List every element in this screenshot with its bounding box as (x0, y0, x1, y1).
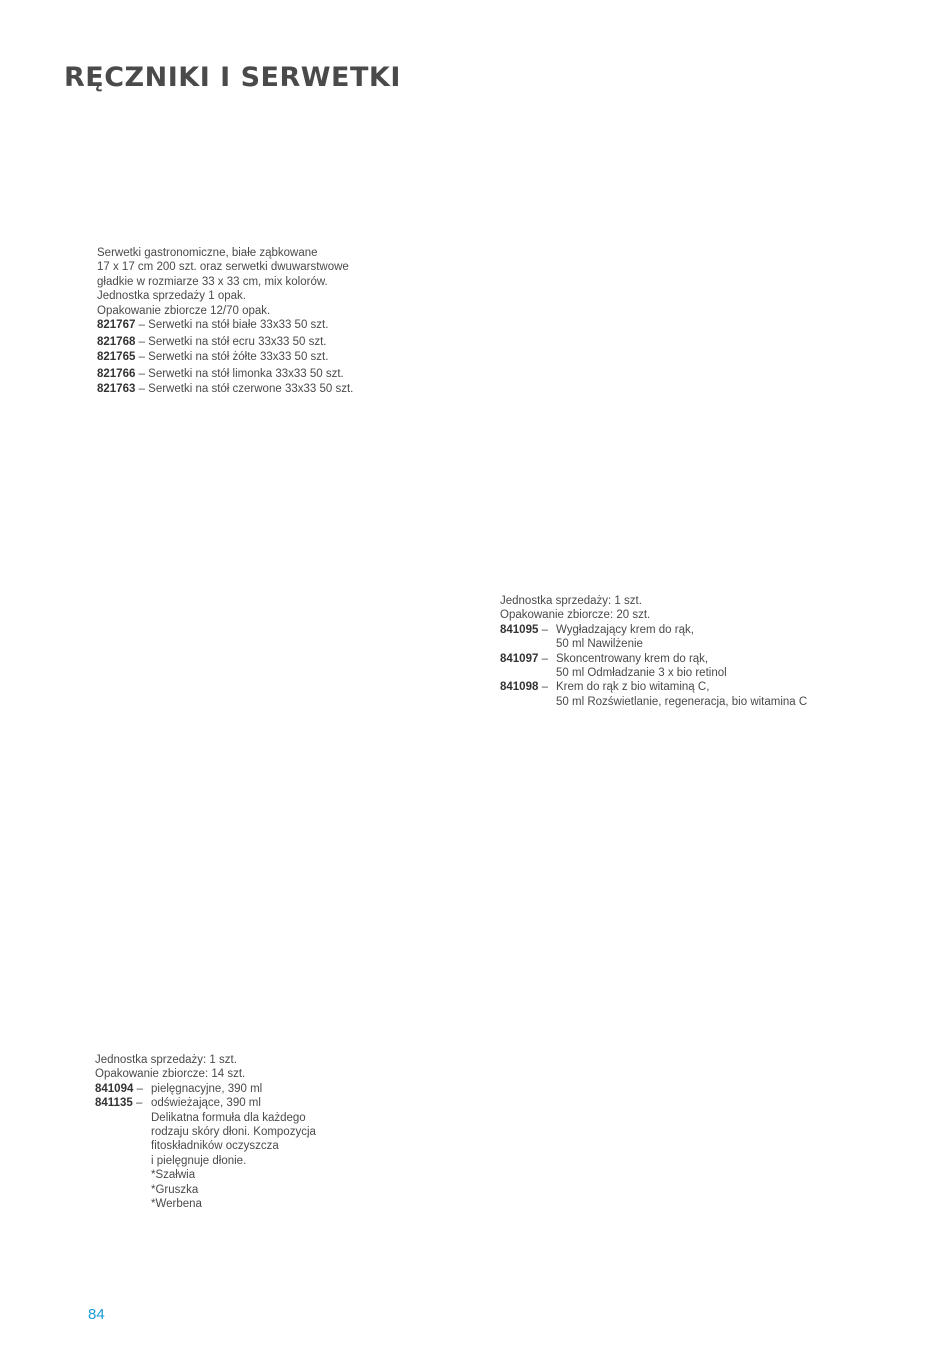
product-name: Wygładzający krem do rąk, (556, 623, 694, 636)
product-desc-line: *Werbena (151, 1198, 202, 1211)
serwetki-desc-line: Jednostka sprzedaży 1 opak. (97, 290, 246, 303)
product-name: Skoncentrowany krem do rąk, (556, 652, 709, 665)
product-desc-line: *Szałwia (151, 1169, 196, 1182)
product-code: 841094 (95, 1082, 134, 1095)
product-code: 841095 (500, 623, 539, 636)
serwetki-block (97, 246, 353, 396)
product-code: 821763 (97, 382, 136, 395)
product-name: – Serwetki na stół limonka 33x33 50 szt. (135, 368, 344, 381)
product-desc-line: i pielęgnuje dłonie. (151, 1154, 247, 1167)
product-line (97, 350, 353, 364)
product-code: 821765 (97, 350, 136, 363)
bulk-package: Opakowanie zbiorcze: 14 szt. (95, 1068, 246, 1081)
page-title: RĘCZNIKI I SERWETKI (64, 62, 401, 93)
product-code: 821768 (97, 336, 136, 349)
product-item (500, 623, 807, 652)
product-name: – Serwetki na stół białe 33x33 50 szt. (135, 319, 329, 332)
product-dash: – (132, 1097, 143, 1110)
product-dash: – (538, 623, 548, 636)
product-name: – Serwetki na stół ecru 33x33 50 szt. (135, 336, 327, 349)
product-name: – Serwetki na stół czerwone 33x33 50 szt. (135, 382, 354, 395)
product-dash: – (538, 681, 548, 694)
product-line (97, 367, 353, 381)
mydla-block (95, 1053, 316, 1211)
product-name: odświeżające, 390 ml (151, 1097, 261, 1110)
product-item (500, 652, 807, 681)
product-name: – Serwetki na stół żółte 33x33 50 szt. (135, 350, 329, 363)
product-dash: – (538, 652, 548, 665)
product-code: 841135 (95, 1097, 133, 1110)
product-line (97, 335, 353, 349)
sales-unit: Jednostka sprzedaży: 1 szt. (500, 595, 642, 607)
page-number: 84 (88, 1306, 105, 1323)
serwetki-desc-line: Serwetki gastronomiczne, białe ząbkowane (97, 247, 318, 259)
product-detail: 50 ml Rozświetlanie, regeneracja, bio witamina C (556, 695, 808, 708)
product-line (97, 382, 353, 396)
product-line (97, 318, 353, 332)
product-detail: 50 ml Odmładzanie 3 x bio retinol (556, 667, 727, 680)
product-desc-line: Delikatna formuła dla każdego (151, 1111, 306, 1124)
product-item (95, 1082, 316, 1096)
product-desc-line: rodzaju skóry dłoni. Kompozycja (151, 1126, 316, 1139)
product-item (95, 1096, 316, 1211)
product-code: 841098 (500, 681, 539, 694)
serwetki-desc-line: 17 x 17 cm 200 szt. oraz serwetki dwuwarstwowe (97, 261, 349, 274)
serwetki-desc-line: Opakowanie zbiorcze 12/70 opak. (97, 304, 271, 317)
product-name: pielęgnacyjne, 390 ml (151, 1082, 263, 1095)
product-name: Krem do rąk z bio witaminą C, (556, 681, 710, 694)
bulk-package: Opakowanie zbiorcze: 20 szt. (500, 609, 651, 622)
serwetki-desc-line: gładkie w rozmiarze 33 x 33 cm, mix kolorów. (97, 275, 328, 288)
sales-unit: Jednostka sprzedaży: 1 szt. (95, 1054, 237, 1066)
product-code: 841097 (500, 652, 539, 665)
kremy-block (500, 594, 807, 709)
product-desc-line: *Gruszka (151, 1183, 199, 1196)
product-dash: – (133, 1082, 143, 1095)
product-desc-line: fitoskładników oczyszcza (151, 1140, 279, 1153)
product-detail: 50 ml Nawilżenie (556, 638, 643, 651)
product-item (500, 680, 807, 709)
product-code: 821767 (97, 319, 136, 332)
product-code: 821766 (97, 368, 136, 381)
